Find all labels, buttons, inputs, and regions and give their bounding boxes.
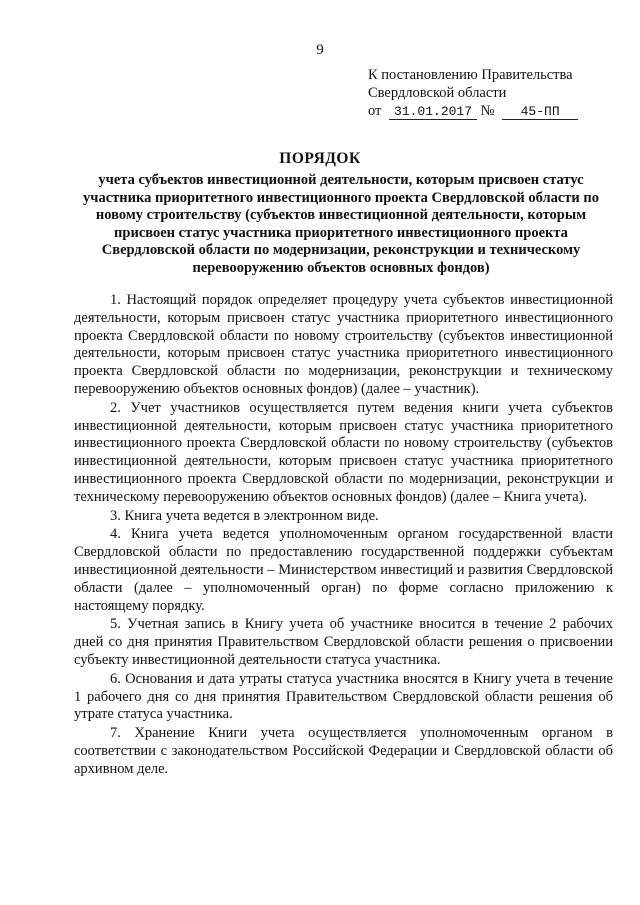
paragraph-6: 6. Основания и дата утраты статуса участника вносятся в Книгу учета в течение 1 рабочего дня со дня принятия Правительством Свердловской области решения об утрате статуса участника. [74,670,613,723]
approval-line-2: Свердловской области [368,85,507,101]
resolution-date: 31.01.2017 [389,104,477,120]
number-label: № [480,103,495,119]
resolution-number: 45-ПП [502,104,578,120]
paragraph-4: 4. Книга учета ведется уполномоченным органом государственной власти Свердловской области по предоставлению государственной поддержки субъектам инвестиционной деятельности – Министерством инвестиций и развития Свердловской области (далее – уполномоченный орган) по форме согласно приложению к настоящему порядку. [74,526,613,614]
paragraph-2: 2. Учет участников осуществляется путем ведения книги учета субъектов инвестиционной деятельности, которым присвоен статус участника приоритетного инвестиционного проекта Свердловской области по новому строительству (субъектов инвестиционной деятельности, которым присвоен статус участника приоритетного инвестиционного проекта Свердловской области по модернизации, реконструкции и техническому перевооружению объектов основных фондов) (далее – Книга учета). [74,399,613,505]
document-subtitle: учета субъектов инвестиционной деятельности, которым присвоен статус участника приоритетного инвестиционного проекта Свердловской области по новому строительству (субъектов инвестиционной деятельности, которым присвоен статус участника приоритетного инвестиционного проекта Свердловской области по модернизации, реконструкции и техническому перевооружению объектов основных фондов) [83,172,599,276]
page-number: 9 [316,42,324,58]
document-body [74,292,613,780]
paragraph-3: 3. Книга учета ведется в электронном виде. [110,507,379,524]
approval-block [368,66,578,120]
from-label: от [368,103,382,119]
document-title: ПОРЯДОК [279,150,361,167]
approval-line-3 [368,102,578,120]
paragraph-1: 1. Настоящий порядок определяет процедуру учета субъектов инвестиционной деятельности, которым присвоен статус участника приоритетного инвестиционного проекта Свердловской области по новому строительству (субъектов инвестиционной деятельности, которым присвоен статус участника приоритетного инвестиционного проекта Свердловской области по модернизации, реконструкции и техническому перевооружению объектов основных фондов) (далее – участник). [74,292,613,397]
approval-line-1: К постановлению Правительства [368,67,573,83]
paragraph-7: 7. Хранение Книги учета осуществляется уполномоченным органом в соответствии с законодательством Российской Федерации и Свердловской области об архивном деле. [74,725,613,777]
paragraph-5: 5. Учетная запись в Книгу учета об участнике вносится в течение 2 рабочих дней со дня принятия Правительством Свердловской области решения о присвоении субъекту инвестиционной деятельности статуса участника. [74,616,613,668]
